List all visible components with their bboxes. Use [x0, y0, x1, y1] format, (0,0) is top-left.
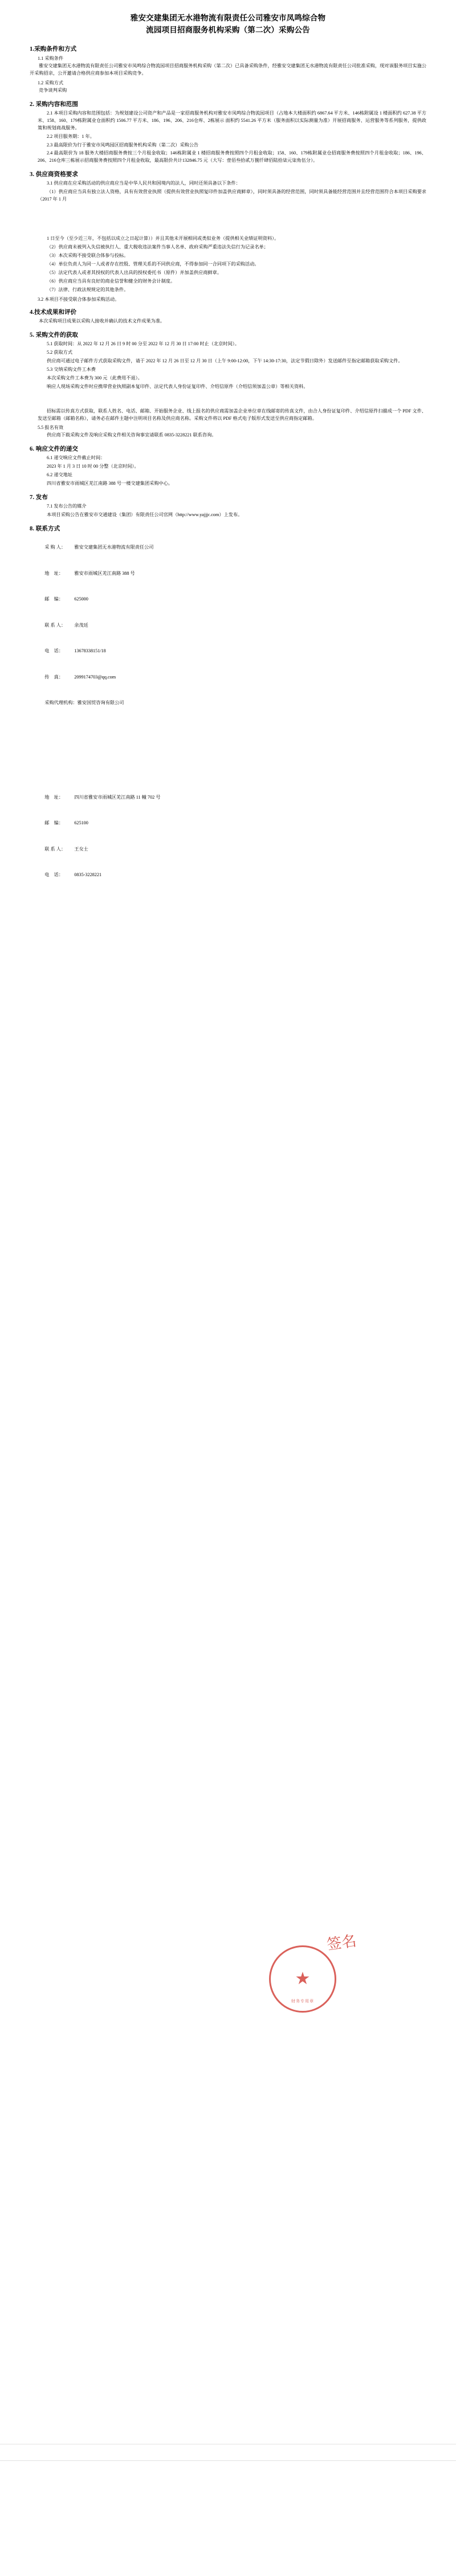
- section-1-sub-1: 1.1 采购条件: [38, 55, 64, 61]
- spacer-1: [30, 205, 426, 234]
- section-5-para-3: 供应商可通过电子邮件方式获取采购文件，请于 2022 年 12 月 26 日至 12 月 30 日（上午 9:00-12:00，下午 14:30-17:30，法定节假日除外）发送邮件至指定邮箱获取采购文件。: [47, 358, 403, 363]
- section-5-para-2: 5.2 获取方式: [47, 349, 73, 355]
- section-5-para-7: 招标需以传真方式获取，联系人姓名、电话、邮箱、开始服务企业、线上报名的供应商需加盖企业单位章在线邮寄的传真文件，由合人身份证复印件、介绍信原件扫描成一个 PDF 文件、发送至邮箱（邮箱名称），请务必在邮件主题中注明项目名称及供应商名称。采购文件将以 PDF 格式电子版形式发送至供应商指定邮箱。: [38, 408, 426, 421]
- section-5-para-1: 5.1 获取时间：从 2022 年 12 月 26 日 9 时 00 分至 2022 年 12 月 30 日 17:00 时止（北京时间）。: [47, 341, 239, 346]
- signature-scribble: 签名: [325, 1932, 358, 1953]
- contact-row: [38, 534, 426, 561]
- section-heading-7: 7. 发布: [30, 494, 48, 501]
- contact-value: 625100: [74, 820, 88, 826]
- contact-value: 13678338151/18: [74, 648, 106, 654]
- divider: [0, 2460, 456, 2461]
- contact-label: 地 址：: [44, 794, 64, 800]
- section-heading-2: 2. 采购内容和范围: [30, 101, 78, 108]
- section-3-para-2: （1）供应商应当具有独立法人资格，具有有效营业执照（提供有效营业执照复印件加盖供应商鲜章），同时须具备的经营范围，同时须具备能经营范围并且经营范围符合本项目采购要求（2017 年 1 月: [38, 189, 426, 202]
- contact-row: [38, 810, 426, 836]
- section-5-para-8: 供应商下载采购文件及响应采购文件相关咨询事宜请联系 0835-3228221 联系咨询。: [47, 432, 217, 438]
- section-6-para-2: 2023 年 1 月 3 日 10 时 00 分整（北京时间）。: [47, 464, 139, 469]
- contact-row: [38, 784, 426, 811]
- section-3-para-4: （2）供应商未被列入失信被执行人、重大税收违法案件当事人名单、政府采购严重违法失信行为记录名单；: [47, 244, 268, 250]
- section-3-para-1: 3.1 供应商在应采购活动的供应商应当是中华人民共和国境内的法人，同时还须具备以下条件：: [47, 181, 241, 186]
- contact-row: [38, 664, 426, 690]
- section-5-para-6: 响应人现场采购文件时应携带营业执照副本复印件、法定代表人身份证复印件、介绍信原件（介绍信须加盖公章）等相关资料。: [47, 383, 308, 389]
- section-heading-1: 1.采购条件和方式: [30, 46, 77, 52]
- section-5-sub-1: 5.5 报名有效: [38, 425, 64, 431]
- page-title: [30, 13, 426, 36]
- section-3-para-8: （6）供应商应当具有良好的商业信誉和健全的财务会计制度。: [47, 279, 176, 284]
- section-6-para-1: 6.1 递交响应文件截止时间：: [47, 455, 105, 461]
- title-line-1: 雅安交建集团无水港物流有限责任公司雅安市凤鸣综合物: [130, 14, 326, 22]
- contact-value: 余茂廷: [74, 622, 88, 628]
- company-seal: [269, 1945, 336, 2013]
- contact-label: 传 真：: [44, 674, 64, 680]
- section-6-para-4: 四川省雅安市雨城区羌江南路 388 号一楼交建集团采购中心。: [47, 481, 173, 486]
- contact-label: 电 话：: [44, 872, 64, 878]
- section-1-para-2: 竞争谈判采购: [39, 87, 67, 93]
- title-line-2: 流园项目招商服务机构采购（第二次）采购公告: [146, 25, 310, 34]
- contact-value: 2099174703@qq.com: [74, 674, 116, 680]
- bottom-rules: [0, 2444, 456, 2477]
- contact-row: [38, 586, 426, 612]
- contact-label: 联 系 人：: [44, 846, 66, 852]
- contact-label: 邮 编：: [44, 596, 64, 602]
- section-4-para-1: 本次采购项目成果以采购人接收并确认的技术文件成果为准。: [39, 318, 165, 324]
- contact-label: 采购代理机构：: [44, 700, 78, 706]
- section-heading-6: 6. 响应文件的递交: [30, 446, 78, 453]
- section-5-para-5: 本次采购文件工本费为 300 元（此费用不退）。: [47, 375, 142, 381]
- contact-block-purchaser: [30, 534, 426, 716]
- contact-label: 地 址：: [44, 570, 64, 576]
- section-3-para-7: （5）法定代表人或者其授权的代表人出具的授权委托书（原件）并加盖供应商鲜章。: [47, 270, 222, 276]
- section-5-para-4: 5.3 交纳采购文件工本费: [47, 366, 96, 372]
- contact-value: 四川省雅安市雨城区羌江南路 11 幢 702 号: [74, 794, 161, 800]
- section-heading-3: 3. 供应商资格要求: [30, 171, 78, 178]
- spacer-2: [30, 392, 426, 407]
- section-3-para-3: 1 日至今（至少近三年，不包括以成立之日起计算））并且其他未开展相同或类似业务（提供相关业绩证明资料）。: [47, 236, 279, 242]
- section-7-para-1: 7.1 发布公告的媒介: [47, 504, 87, 509]
- section-2-para-1: 2.1 本项目采购内容和范围包括：为规划建设公司资产和产品是一家招商服务机构对雅安市凤鸣综合物流园项目（占地本大楼面积约 6867.64 平方米、146栋附属设 1 楼面积约 627.38 平方米、158、160、179栋附属业仓面积约 1506.77 平方米、186、196、206、216仓库、2栋展示 面积约 5541.26 平方米（服务面积以实际测量为准）开展招商服务、运营服务等系列服务，提供政策和规划商战服务。: [38, 110, 426, 130]
- section-1-sub-2: 1.2 采购方式: [38, 80, 64, 85]
- section-3-para-6: （4）单位负责人为同一人或者存在控股、管理关系的不同供应商，不得参加同一合同项下的采购活动。: [47, 261, 259, 267]
- contact-row: [38, 836, 426, 862]
- contact-label: 采 购 人：: [44, 545, 66, 550]
- contact-row: [38, 638, 426, 664]
- section-heading-8: 8. 联系方式: [30, 526, 60, 533]
- contact-value: 625000: [74, 596, 88, 602]
- section-heading-5: 5. 采购文件的获取: [30, 332, 78, 338]
- contact-value: 王女士: [74, 846, 88, 852]
- contact-row: [38, 612, 426, 639]
- contact-value: 雅安交建集团无水港物流有限责任公司: [74, 545, 154, 550]
- contact-label: 电 话：: [44, 648, 64, 654]
- seal-star-icon: ★: [295, 1969, 311, 1988]
- contact-value: 0835-3228221: [74, 872, 102, 878]
- contact-row: [38, 561, 426, 587]
- seal-subtext: 财务专用章: [291, 1999, 314, 2003]
- section-3-para-9: （7）法律、行政法规规定的其他条件。: [47, 287, 129, 292]
- section-2-para-2: 2.2 项目服务期：1 年。: [47, 133, 95, 139]
- contact-value: 雅安市雨城区羌江南路 388 号: [74, 570, 135, 576]
- section-2-para-3: 2.3 最高限价为行于雅安市凤鸣园区招商服务机构采购（第二次）采购公告: [47, 142, 199, 148]
- contact-row: [38, 690, 426, 716]
- spacer-3: [30, 716, 426, 784]
- section-1-para-1: 雅安交建集团无水港物流有限责任公司雅安市凤鸣综合物流园项目招商服务机构采购（第二次）已具备采购条件，经雅安交建集团无水港物流有限责任公司批准采购，现对该服务项目实施公开采购招亲，公开邀请合格供应商参加本项目采购竞争。: [30, 63, 426, 76]
- section-7-para-2: 本项目采购公告在雅安市交通建设（集团）有限责任公司官网（http://www.yajjjc.com）上发布。: [47, 512, 243, 518]
- contact-block-agency: [30, 784, 426, 888]
- contact-value: 雅安国贸咨询有限公司: [77, 700, 124, 706]
- contact-row: [38, 862, 426, 888]
- section-3-sub-1: 3.2 本项目不接受联合体参加采购活动。: [38, 296, 120, 302]
- contact-label: 联 系 人：: [44, 622, 66, 628]
- section-2-para-4: 2.4 最高限价为 18 服务大楼招商服务费按三个月租金收取；146栋附属业 1 楼招商服务费按照四个月租金收取；158、160、179栋附属业仓招商服务费按照四个月租金收取；186、196、206、216仓库三栋展示招商服务费按照四个月租金收取，最高限价共计132846.75 元（大写：壹佰叁拾贰万捌仟肆佰陆拾柒元柒角伍分）。: [38, 150, 426, 163]
- contact-label: 邮 编：: [44, 820, 64, 826]
- section-3-para-5: （3）本次采购不接受联合体参与投标。: [47, 253, 129, 259]
- section-6-para-3: 6.2 递交地址: [47, 472, 73, 478]
- section-heading-4: 4.技术成果和评价: [30, 309, 77, 316]
